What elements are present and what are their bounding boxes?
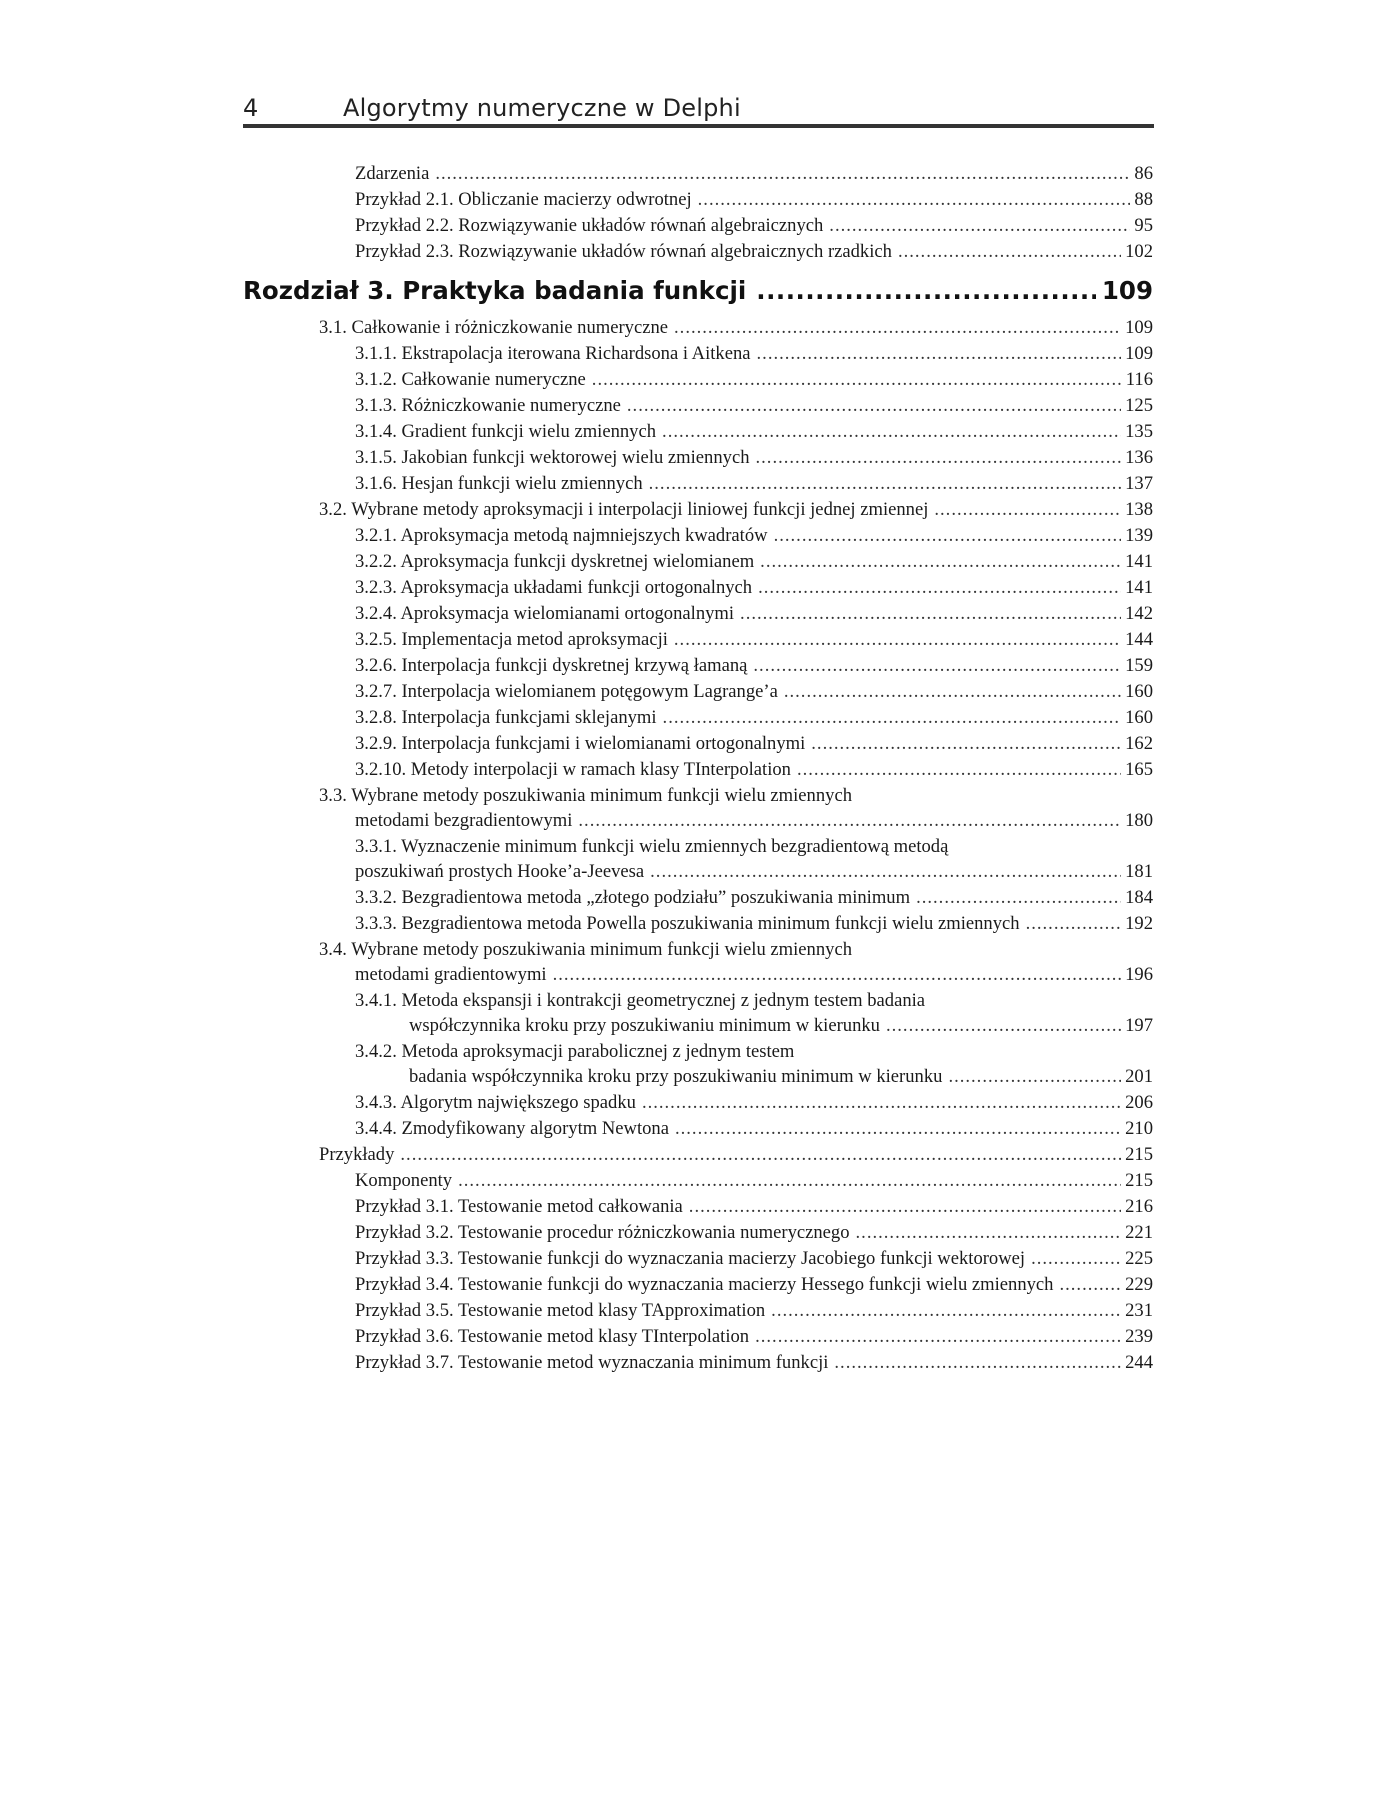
toc-entry-title: 3.4.3. Algorytm największego spadku bbox=[355, 1092, 636, 1113]
toc-entry-title: 3.1. Całkowanie i różniczkowanie numeryczne bbox=[319, 317, 669, 338]
toc-entry-title: 3.2.7. Interpolacja wielomianem potęgowym Lagrange’a bbox=[355, 681, 778, 702]
toc-entry-page: 229 bbox=[1125, 1274, 1153, 1295]
toc-entry-page: 206 bbox=[1125, 1092, 1153, 1113]
toc-entry-title-cont: poszukiwań prostych Hooke’a-Jeevesa bbox=[355, 861, 645, 882]
toc-entry-title: 3.1.5. Jakobian funkcji wektorowej wielu zmiennych bbox=[355, 447, 750, 468]
dot-leader bbox=[689, 1194, 1121, 1220]
toc-subsection bbox=[243, 341, 1153, 367]
toc-entry-page: 141 bbox=[1125, 551, 1153, 572]
dot-leader bbox=[400, 1142, 1121, 1168]
toc-entry-page: 197 bbox=[1125, 1015, 1153, 1036]
toc-subsection bbox=[243, 523, 1153, 549]
dot-leader bbox=[740, 601, 1121, 627]
toc-entry-page: 192 bbox=[1125, 913, 1153, 934]
toc-entry-title: Przykład 3.6. Testowanie metod klasy TInterpolation bbox=[355, 1326, 750, 1347]
toc-subsection bbox=[243, 885, 1153, 911]
chapter-heading bbox=[243, 267, 1153, 315]
dot-leader bbox=[898, 239, 1121, 265]
toc-subsection bbox=[243, 549, 1153, 575]
dot-leader bbox=[1026, 911, 1122, 937]
toc-entry-page: 125 bbox=[1125, 395, 1153, 416]
toc-entry-title: 3.3. Wybrane metody poszukiwania minimum funkcji wielu zmiennych bbox=[319, 785, 852, 806]
header-rule bbox=[243, 124, 1154, 128]
toc-subsection bbox=[243, 601, 1153, 627]
toc-entry-title: Przykład 3.1. Testowanie metod całkowania bbox=[355, 1196, 683, 1217]
toc-entry-page: 160 bbox=[1125, 681, 1153, 702]
toc-entry-title: 3.2.8. Interpolacja funkcjami sklejanymi bbox=[355, 707, 657, 728]
dot-leader bbox=[753, 653, 1121, 679]
toc-entry-title: 3.2.1. Aproksymacja metodą najmniejszych kwadratów bbox=[355, 525, 768, 546]
toc-section-line1 bbox=[243, 783, 1153, 808]
toc-entry-title: 3.1.6. Hesjan funkcji wielu zmiennych bbox=[355, 473, 643, 494]
toc-entry-page: 225 bbox=[1125, 1248, 1153, 1269]
toc-entry-title: 3.2.5. Implementacja metod aproksymacji bbox=[355, 629, 668, 650]
toc-entry-page: 136 bbox=[1125, 447, 1153, 468]
toc-entry-title: 3.1.3. Różniczkowanie numeryczne bbox=[355, 395, 621, 416]
toc-entry-page: 135 bbox=[1125, 421, 1153, 442]
toc-subsection bbox=[243, 705, 1153, 731]
toc-subsection-line2 bbox=[243, 1064, 1153, 1090]
dot-leader bbox=[675, 1116, 1121, 1142]
toc-subsection bbox=[243, 1350, 1153, 1376]
toc-entry-title: 3.1.1. Ekstrapolacja iterowana Richardsona i Aitkena bbox=[355, 343, 751, 364]
toc-entry-title: 3.3.1. Wyznaczenie minimum funkcji wielu zmiennych bezgradientową metodą bbox=[355, 836, 949, 857]
toc-entry-title: Przykłady bbox=[319, 1144, 395, 1165]
dot-leader bbox=[435, 161, 1130, 187]
toc-entry-page: 215 bbox=[1125, 1170, 1153, 1191]
toc-subsection-line2 bbox=[243, 1013, 1153, 1039]
dot-leader bbox=[674, 627, 1121, 653]
toc-entry bbox=[243, 161, 1153, 187]
toc-section bbox=[243, 1142, 1153, 1168]
toc-entry-page: 144 bbox=[1125, 629, 1153, 650]
dot-leader bbox=[784, 679, 1121, 705]
toc-subsection-line1 bbox=[243, 988, 1153, 1013]
toc-subsection bbox=[243, 367, 1153, 393]
toc-subsection bbox=[243, 679, 1153, 705]
toc-entry-title: 3.4.4. Zmodyfikowany algorytm Newtona bbox=[355, 1118, 669, 1139]
toc-entry-title: 3.2.4. Aproksymacja wielomianami ortogonalnymi bbox=[355, 603, 735, 624]
toc-entry-title: 3.2.10. Metody interpolacji w ramach klasy TInterpolation bbox=[355, 759, 791, 780]
book-title: Algorytmy numeryczne w Delphi bbox=[343, 94, 741, 122]
toc-entry-page: 137 bbox=[1125, 473, 1153, 494]
dot-leader bbox=[662, 419, 1121, 445]
dot-leader bbox=[760, 549, 1121, 575]
toc-entry-page: 102 bbox=[1125, 241, 1153, 262]
dot-leader bbox=[934, 497, 1121, 523]
toc-entry-title: 3.2. Wybrane metody aproksymacji i interpolacji liniowej funkcji jednej zmiennej bbox=[319, 499, 929, 520]
toc-entry-title: 3.2.3. Aproksymacja układami funkcji ortogonalnych bbox=[355, 577, 753, 598]
dot-leader bbox=[649, 471, 1121, 497]
toc-entry-title: 3.2.6. Interpolacja funkcji dyskretnej krzywą łamaną bbox=[355, 655, 748, 676]
toc-section bbox=[243, 315, 1153, 341]
toc-entry-page: 142 bbox=[1125, 603, 1153, 624]
toc-entry-page: 201 bbox=[1125, 1066, 1153, 1087]
toc-entry-title: Przykład 3.5. Testowanie metod klasy TApproximation bbox=[355, 1300, 766, 1321]
toc-entry-title: 3.4. Wybrane metody poszukiwania minimum funkcji wielu zmiennych bbox=[319, 939, 852, 960]
toc-entry-page: 162 bbox=[1125, 733, 1153, 754]
toc-subsection bbox=[243, 653, 1153, 679]
toc-entry-page: 138 bbox=[1125, 499, 1153, 520]
toc-entry-title: Przykład 3.4. Testowanie funkcji do wyznaczania macierzy Hessego funkcji wielu zmiennych bbox=[355, 1274, 1054, 1295]
chapter-page: 109 bbox=[1101, 276, 1153, 305]
dot-leader bbox=[829, 213, 1130, 239]
toc-entry bbox=[243, 213, 1153, 239]
dot-leader bbox=[756, 445, 1122, 471]
toc-subsection-line1 bbox=[243, 834, 1153, 859]
dot-leader bbox=[856, 1220, 1122, 1246]
dot-leader bbox=[1031, 1246, 1121, 1272]
toc-entry-page: 196 bbox=[1125, 964, 1153, 985]
dot-leader bbox=[811, 731, 1121, 757]
toc-entry-title: Komponenty bbox=[355, 1170, 453, 1191]
dot-leader bbox=[458, 1168, 1121, 1194]
toc-entry-page: 231 bbox=[1125, 1300, 1153, 1321]
toc-subsection bbox=[243, 911, 1153, 937]
toc-subsection bbox=[243, 1090, 1153, 1116]
dot-leader bbox=[650, 859, 1121, 885]
toc-entry bbox=[243, 187, 1153, 213]
toc-entry-page: 215 bbox=[1125, 1144, 1153, 1165]
toc-entry-page: 181 bbox=[1125, 861, 1153, 882]
toc-entry-page: 180 bbox=[1125, 810, 1153, 831]
dot-leader bbox=[757, 341, 1122, 367]
toc-entry-title: 3.3.2. Bezgradientowa metoda „złotego podziału” poszukiwania minimum bbox=[355, 887, 911, 908]
toc-entry-page: 159 bbox=[1125, 655, 1153, 676]
toc-subsection bbox=[243, 393, 1153, 419]
toc-entry-title: 3.2.2. Aproksymacja funkcji dyskretnej wielomianem bbox=[355, 551, 755, 572]
toc-entry-title: Przykład 3.3. Testowanie funkcji do wyznaczania macierzy Jacobiego funkcji wektorowej bbox=[355, 1248, 1026, 1269]
toc-entry-page: 86 bbox=[1134, 163, 1153, 184]
toc-subsection bbox=[243, 757, 1153, 783]
toc-entry-page: 109 bbox=[1125, 343, 1153, 364]
dot-leader bbox=[592, 367, 1122, 393]
dot-leader bbox=[627, 393, 1121, 419]
toc-entry-page: 141 bbox=[1125, 577, 1153, 598]
toc-section-line2 bbox=[243, 962, 1153, 988]
dot-leader bbox=[758, 575, 1121, 601]
toc-entry-page: 184 bbox=[1125, 887, 1153, 908]
toc-subsection-line1 bbox=[243, 1039, 1153, 1064]
toc-entry-page: 88 bbox=[1134, 189, 1153, 210]
toc-subsection bbox=[243, 1168, 1153, 1194]
toc-subsection bbox=[243, 1324, 1153, 1350]
toc-subsection bbox=[243, 1298, 1153, 1324]
toc-subsection bbox=[243, 627, 1153, 653]
toc-entry-title: Przykład 2.1. Obliczanie macierzy odwrotnej bbox=[355, 189, 692, 210]
toc-subsection bbox=[243, 1116, 1153, 1142]
toc-entry-page: 210 bbox=[1125, 1118, 1153, 1139]
toc-entry-title: Zdarzenia bbox=[355, 163, 430, 184]
toc-subsection bbox=[243, 731, 1153, 757]
toc-entry-title: 3.4.2. Metoda aproksymacji parabolicznej z jednym testem bbox=[355, 1041, 795, 1062]
toc-entry-title-cont: badania współczynnika kroku przy poszukiwaniu minimum w kierunku bbox=[409, 1066, 943, 1087]
dot-leader bbox=[698, 187, 1131, 213]
toc-subsection bbox=[243, 1220, 1153, 1246]
dot-leader bbox=[1059, 1272, 1121, 1298]
dot-leader bbox=[756, 267, 1096, 315]
toc-entry-page: 165 bbox=[1125, 759, 1153, 780]
dot-leader bbox=[553, 962, 1122, 988]
table-of-contents bbox=[243, 161, 1153, 1376]
toc-entry-page: 239 bbox=[1125, 1326, 1153, 1347]
toc-entry-page: 244 bbox=[1125, 1352, 1153, 1373]
chapter-title: Rozdział 3. Praktyka badania funkcji bbox=[243, 276, 747, 305]
toc-entry-title: 3.4.1. Metoda ekspansji i kontrakcji geometrycznej z jednym testem badania bbox=[355, 990, 926, 1011]
toc-entry-page: 116 bbox=[1125, 369, 1153, 390]
toc-entry-title: Przykład 2.2. Rozwiązywanie układów równań algebraicznych bbox=[355, 215, 824, 236]
toc-entry-title: 3.1.2. Całkowanie numeryczne bbox=[355, 369, 586, 390]
dot-leader bbox=[674, 315, 1121, 341]
toc-section-line2 bbox=[243, 808, 1153, 834]
toc-entry-title-cont: współczynnika kroku przy poszukiwaniu minimum w kierunku bbox=[409, 1015, 880, 1036]
toc-entry-page: 160 bbox=[1125, 707, 1153, 728]
toc-entry bbox=[243, 239, 1153, 265]
toc-subsection bbox=[243, 1246, 1153, 1272]
toc-entry-page: 95 bbox=[1134, 215, 1153, 236]
toc-entry-title-cont: metodami bezgradientowymi bbox=[355, 810, 573, 831]
dot-leader bbox=[771, 1298, 1121, 1324]
toc-entry-page: 139 bbox=[1125, 525, 1153, 546]
toc-entry-title: Przykład 2.3. Rozwiązywanie układów równań algebraicznych rzadkich bbox=[355, 241, 892, 262]
toc-entry-title-cont: metodami gradientowymi bbox=[355, 964, 547, 985]
page-number: 4 bbox=[243, 94, 259, 122]
toc-entry-page: 216 bbox=[1125, 1196, 1153, 1217]
toc-section-line1 bbox=[243, 937, 1153, 962]
dot-leader bbox=[834, 1350, 1121, 1376]
toc-subsection bbox=[243, 445, 1153, 471]
dot-leader bbox=[578, 808, 1121, 834]
dot-leader bbox=[755, 1324, 1121, 1350]
dot-leader bbox=[642, 1090, 1121, 1116]
running-head bbox=[243, 86, 1154, 126]
dot-leader bbox=[886, 1013, 1121, 1039]
toc-subsection bbox=[243, 1272, 1153, 1298]
toc-entry-page: 221 bbox=[1125, 1222, 1153, 1243]
toc-subsection bbox=[243, 471, 1153, 497]
dot-leader bbox=[916, 885, 1121, 911]
toc-entry-title: 3.1.4. Gradient funkcji wielu zmiennych bbox=[355, 421, 657, 442]
toc-entry-title: 3.2.9. Interpolacja funkcjami i wielomianami ortogonalnymi bbox=[355, 733, 806, 754]
dot-leader bbox=[948, 1064, 1121, 1090]
toc-subsection bbox=[243, 419, 1153, 445]
toc-subsection bbox=[243, 575, 1153, 601]
dot-leader bbox=[774, 523, 1122, 549]
toc-entry-page: 109 bbox=[1125, 317, 1153, 338]
toc-section bbox=[243, 497, 1153, 523]
dot-leader bbox=[797, 757, 1121, 783]
dot-leader bbox=[663, 705, 1122, 731]
toc-entry-title: Przykład 3.7. Testowanie metod wyznaczania minimum funkcji bbox=[355, 1352, 829, 1373]
toc-entry-title: 3.3.3. Bezgradientowa metoda Powella poszukiwania minimum funkcji wielu zmiennych bbox=[355, 913, 1020, 934]
toc-subsection-line2 bbox=[243, 859, 1153, 885]
toc-subsection bbox=[243, 1194, 1153, 1220]
toc-entry-title: Przykład 3.2. Testowanie procedur różniczkowania numerycznego bbox=[355, 1222, 850, 1243]
